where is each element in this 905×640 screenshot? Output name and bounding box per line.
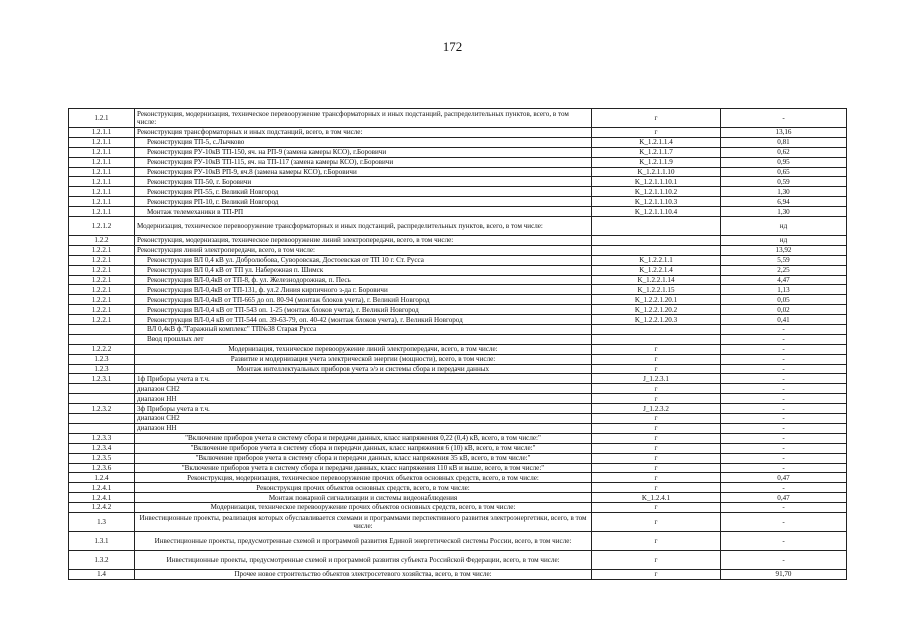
- row-code: 1.2.1.1: [69, 177, 135, 187]
- row-value: -: [721, 394, 847, 404]
- row-description: Развитие и модернизация учета электрической энергии (мощности), всего, в том числе:: [135, 354, 592, 364]
- row-description: Монтаж интеллектуальных приборов учета э/э и системы сбора и передачи данных: [135, 364, 592, 374]
- table-row: [69, 394, 847, 404]
- table-row: [69, 325, 847, 335]
- row-identifier: г: [592, 423, 721, 433]
- row-value: 13,16: [721, 128, 847, 138]
- row-description: Реконструкция ВЛ-0,4 кВ от ТП-543 оп. 1-25 (монтаж блоков учета), г. Великий Новгород: [135, 305, 592, 315]
- row-description: "Включение приборов учета в систему сбора и передачи данных, класс напряжения 35 кВ, всего, в том числе:": [135, 453, 592, 463]
- row-value: 0,62: [721, 147, 847, 157]
- table-row: [69, 334, 847, 344]
- row-code: 1.2.4.1: [69, 493, 135, 503]
- table-row: [69, 414, 847, 424]
- row-description: Реконструкция РУ-10кВ ТП-115, яч. на ТП-117 (замена камеры КСО), г.Боровичи: [135, 157, 592, 167]
- row-identifier: г: [592, 384, 721, 394]
- row-identifier: [592, 334, 721, 344]
- row-value: -: [721, 453, 847, 463]
- table-row: [69, 512, 847, 531]
- row-identifier: г: [592, 483, 721, 493]
- row-value: 0,47: [721, 493, 847, 503]
- row-identifier: г: [592, 512, 721, 531]
- row-code: 1.2.1: [69, 109, 135, 128]
- row-code: 1.3.1: [69, 531, 135, 550]
- row-value: -: [721, 404, 847, 414]
- table-row: [69, 443, 847, 453]
- row-identifier: г: [592, 433, 721, 443]
- row-description: Реконструкция РУ-10кВ ТП-150, яч. на РП-9 (замена камеры КСО), г.Боровичи: [135, 147, 592, 157]
- table-row: [69, 305, 847, 315]
- row-value: нд: [721, 236, 847, 246]
- row-code: 1.2.4.1: [69, 483, 135, 493]
- table-row: [69, 255, 847, 265]
- table-row: [69, 245, 847, 255]
- row-code: 1.2.1.1: [69, 137, 135, 147]
- row-identifier: [592, 245, 721, 255]
- row-value: -: [721, 364, 847, 374]
- row-description: "Включение приборов учета в систему сбора и передачи данных, класс напряжения 0,22 (0,4) кВ, всего, в том числе:": [135, 433, 592, 443]
- row-value: -: [721, 550, 847, 569]
- row-description: Реконструкция РУ-10кВ РП-9, яч.8 (замена камеры КСО), г.Боровичи: [135, 167, 592, 177]
- row-code: 1.2.3.6: [69, 463, 135, 473]
- row-description: Монтаж пожарной сигнализации и системы видеонаблюдения: [135, 493, 592, 503]
- row-code: 1.2.4.2: [69, 503, 135, 513]
- row-identifier: г: [592, 364, 721, 374]
- row-value: -: [721, 374, 847, 384]
- table-row: [69, 109, 847, 128]
- table-row: [69, 187, 847, 197]
- row-identifier: г: [592, 128, 721, 138]
- row-value: 0,81: [721, 137, 847, 147]
- row-identifier: K_1.2.2.1.4: [592, 265, 721, 275]
- row-description: Реконструкция ВЛ-0,4кВ от ТП-665 до оп. 80-94 (монтаж блоков учета), г. Великий Новгород: [135, 295, 592, 305]
- row-identifier: K_1.2.1.1.7: [592, 147, 721, 157]
- table-row: [69, 137, 847, 147]
- table-row: [69, 453, 847, 463]
- row-description: Реконструкция ВЛ 0,4 кВ от ТП ул. Набережная п. Шимск: [135, 265, 592, 275]
- row-code: 1.2.1.1: [69, 197, 135, 207]
- table-row: [69, 236, 847, 246]
- row-code: 1.2.4: [69, 473, 135, 483]
- row-description: Реконструкция ВЛ-0,4кВ от ТП-131, ф. ул.2 Линия кирпичного з-да г. Боровичи: [135, 285, 592, 295]
- row-description: Реконструкция ВЛ 0,4 кВ ул. Добролюбова, Суворовская, Достоевская от ТП 10 г. Ст. Русса: [135, 255, 592, 265]
- row-value: 1,30: [721, 187, 847, 197]
- row-value: 0,47: [721, 473, 847, 483]
- row-code: 1.2.3.3: [69, 433, 135, 443]
- table-row: [69, 423, 847, 433]
- row-value: -: [721, 109, 847, 128]
- table-row: [69, 265, 847, 275]
- row-identifier: K_1.2.1.1.10.3: [592, 197, 721, 207]
- row-description: Реконструкция РП-55, г. Великий Новгород: [135, 187, 592, 197]
- row-identifier: г: [592, 473, 721, 483]
- row-code: 1.4: [69, 569, 135, 579]
- investment-table: [68, 108, 847, 580]
- row-code: 1.2.2.1: [69, 245, 135, 255]
- row-identifier: K_1.2.1.1.9: [592, 157, 721, 167]
- table-row: [69, 404, 847, 414]
- row-description: диапазон СН2: [135, 414, 592, 424]
- row-value: -: [721, 503, 847, 513]
- row-value: 0,02: [721, 305, 847, 315]
- row-identifier: г: [592, 414, 721, 424]
- row-description: Модернизация, техническое перевооружение прочих объектов основных средств, всего, в том числе:: [135, 503, 592, 513]
- row-code: [69, 414, 135, 424]
- row-value: 4,47: [721, 275, 847, 285]
- row-code: 1.2.2.1: [69, 265, 135, 275]
- row-identifier: K_1.2.1.1.10.2: [592, 187, 721, 197]
- row-description: Реконструкция ВЛ-0,4кВ от ТП-8, ф. ул. Железнодорожная, п. Песь: [135, 275, 592, 285]
- row-code: 1.2.3.5: [69, 453, 135, 463]
- row-code: 1.2.2.1: [69, 285, 135, 295]
- table-row: [69, 531, 847, 550]
- table-row: [69, 167, 847, 177]
- row-value: -: [721, 531, 847, 550]
- row-value: -: [721, 512, 847, 531]
- row-description: диапазон НН: [135, 423, 592, 433]
- row-value: 1,30: [721, 207, 847, 217]
- row-code: 1.2.3.4: [69, 443, 135, 453]
- row-identifier: K_1.2.2.1.1: [592, 255, 721, 265]
- table-row: [69, 295, 847, 305]
- table-row: [69, 354, 847, 364]
- row-code: [69, 334, 135, 344]
- row-identifier: K_1.2.2.1.20.2: [592, 305, 721, 315]
- row-code: 1.2.3: [69, 364, 135, 374]
- row-description: Прочее новое строительство объектов электросетевого хозяйства, всего, в том числе:: [135, 569, 592, 579]
- row-code: 1.2.1.1: [69, 167, 135, 177]
- row-code: 1.2.2.1: [69, 295, 135, 305]
- row-code: 1.2.2.1: [69, 275, 135, 285]
- page-number: 172: [442, 39, 463, 54]
- table-row: [69, 315, 847, 325]
- row-code: 1.2.1.1: [69, 128, 135, 138]
- row-value: -: [721, 325, 847, 335]
- table-row: [69, 503, 847, 513]
- row-code: 1.2.2.1: [69, 305, 135, 315]
- row-value: -: [721, 344, 847, 354]
- row-identifier: г: [592, 394, 721, 404]
- row-identifier: г: [592, 344, 721, 354]
- row-value: 13,92: [721, 245, 847, 255]
- row-identifier: K_1.2.1.1.10.4: [592, 207, 721, 217]
- row-description: Реконструкция, модернизация, техническое перевооружение прочих объектов основных средств, всего, в том числе:: [135, 473, 592, 483]
- row-description: Реконструкция прочих объектов основных средств, всего, в том числе:: [135, 483, 592, 493]
- row-identifier: K_1.2.4.1: [592, 493, 721, 503]
- table-row: [69, 157, 847, 167]
- row-identifier: K_1.2.2.1.20.3: [592, 315, 721, 325]
- row-code: 1.2.1.2: [69, 217, 135, 236]
- row-value: -: [721, 463, 847, 473]
- row-description: Инвестиционные проекты, предусмотренные схемой и программой развития Единой энергетической системы России, всего, в том числе:: [135, 531, 592, 550]
- row-identifier: K_1.2.2.1.20.1: [592, 295, 721, 305]
- table-row: [69, 550, 847, 569]
- row-description: диапазон НН: [135, 394, 592, 404]
- row-identifier: г: [592, 443, 721, 453]
- row-description: Модернизация, техническое перевооружение трансформаторных и иных подстанций, распределительных пунктов, всего, в том числе:: [135, 217, 592, 236]
- row-description: Реконструкция, модернизация, техническое перевооружение трансформаторных и иных подстанций, распределительных пунктов, всего, в том числе:: [135, 109, 592, 128]
- row-code: [69, 384, 135, 394]
- row-value: 1,13: [721, 285, 847, 295]
- row-code: 1.2.3: [69, 354, 135, 364]
- row-value: 91,70: [721, 569, 847, 579]
- row-value: 6,94: [721, 197, 847, 207]
- row-description: Инвестиционные проекты, предусмотренные схемой и программой развития субъекта Российской Федерации, всего, в том числе:: [135, 550, 592, 569]
- row-identifier: г: [592, 109, 721, 128]
- row-description: 1ф Приборы учета в т.ч.: [135, 374, 592, 384]
- row-value: -: [721, 443, 847, 453]
- row-description: Реконструкция РП-10, г. Великий Новгород: [135, 197, 592, 207]
- row-identifier: г: [592, 453, 721, 463]
- table-row: [69, 177, 847, 187]
- row-value: -: [721, 414, 847, 424]
- row-identifier: K_1.2.2.1.14: [592, 275, 721, 285]
- row-code: 1.2.1.1: [69, 147, 135, 157]
- row-description: Монтаж телемеханики в ТП-РП: [135, 207, 592, 217]
- table-row: [69, 217, 847, 236]
- table-row: [69, 128, 847, 138]
- row-value: -: [721, 423, 847, 433]
- row-value: -: [721, 334, 847, 344]
- table-body: [69, 109, 847, 580]
- table-row: [69, 285, 847, 295]
- row-description: 3ф Приборы учета в т.ч.: [135, 404, 592, 414]
- row-description: Инвестиционные проекты, реализация которых обуславливается схемами и программами перспективного развития электроэнергетики, всего, в том числе:: [135, 512, 592, 531]
- row-code: [69, 423, 135, 433]
- row-description: Ввод прошлых лет: [135, 334, 592, 344]
- row-identifier: [592, 236, 721, 246]
- row-value: -: [721, 384, 847, 394]
- row-value: нд: [721, 217, 847, 236]
- row-identifier: г: [592, 463, 721, 473]
- row-description: Реконструкция ВЛ-0,4 кВ от ТП-544 оп. 39-63-79, оп. 40-42 (монтаж блоков учета), г. Великий Новгород: [135, 315, 592, 325]
- row-identifier: K_1.2.1.1.10: [592, 167, 721, 177]
- row-description: "Включение приборов учета в систему сбора и передачи данных, класс напряжения 6 (10) кВ, всего, в том числе:": [135, 443, 592, 453]
- row-code: 1.2.3.1: [69, 374, 135, 384]
- table-row: [69, 275, 847, 285]
- row-value: -: [721, 354, 847, 364]
- row-value: 0,65: [721, 167, 847, 177]
- table-row: [69, 374, 847, 384]
- row-code: 1.2.1.1: [69, 187, 135, 197]
- row-code: 1.2.2.2: [69, 344, 135, 354]
- row-code: 1.2.2.1: [69, 315, 135, 325]
- row-code: 1.2.2: [69, 236, 135, 246]
- row-value: 5,59: [721, 255, 847, 265]
- table-row: [69, 483, 847, 493]
- row-identifier: г: [592, 354, 721, 364]
- row-description: Модернизация, техническое перевооружение линий электропередачи, всего, в том числе:: [135, 344, 592, 354]
- row-code: [69, 394, 135, 404]
- table-row: [69, 344, 847, 354]
- row-identifier: J_1.2.3.1: [592, 374, 721, 384]
- row-identifier: J_1.2.3.2: [592, 404, 721, 414]
- row-identifier: г: [592, 569, 721, 579]
- row-identifier: г: [592, 503, 721, 513]
- row-identifier: г: [592, 550, 721, 569]
- row-value: 0,59: [721, 177, 847, 187]
- row-code: 1.2.3.2: [69, 404, 135, 414]
- row-value: -: [721, 433, 847, 443]
- row-value: 0,95: [721, 157, 847, 167]
- row-identifier: [592, 325, 721, 335]
- table-row: [69, 207, 847, 217]
- row-value: 0,05: [721, 295, 847, 305]
- table-row: [69, 473, 847, 483]
- row-description: Реконструкция, модернизация, техническое перевооружение линий электропередачи, всего, в том числе:: [135, 236, 592, 246]
- row-code: 1.2.2.1: [69, 255, 135, 265]
- table-row: [69, 364, 847, 374]
- row-description: Реконструкция ТП-5, с.Лычково: [135, 137, 592, 147]
- table-row: [69, 569, 847, 579]
- row-identifier: г: [592, 531, 721, 550]
- table-row: [69, 493, 847, 503]
- row-value: 2,25: [721, 265, 847, 275]
- table-row: [69, 197, 847, 207]
- row-identifier: K_1.2.2.1.15: [592, 285, 721, 295]
- row-identifier: K_1.2.1.1.4: [592, 137, 721, 147]
- table-row: [69, 433, 847, 443]
- row-description: Реконструкция трансформаторных и иных подстанций, всего, в том числе:: [135, 128, 592, 138]
- row-identifier: [592, 217, 721, 236]
- row-code: 1.2.1.1: [69, 157, 135, 167]
- row-description: диапазон СН2: [135, 384, 592, 394]
- table-row: [69, 384, 847, 394]
- row-identifier: K_1.2.1.1.10.1: [592, 177, 721, 187]
- row-description: ВЛ 0,4кВ ф."Гаражный комплекс" ТП№38 Старая Русса: [135, 325, 592, 335]
- row-code: [69, 325, 135, 335]
- row-code: 1.3: [69, 512, 135, 531]
- row-value: -: [721, 483, 847, 493]
- row-description: Реконструкция линий электропередачи, всего, в том числе:: [135, 245, 592, 255]
- row-value: 0,41: [721, 315, 847, 325]
- table-row: [69, 463, 847, 473]
- row-description: Реконструкция ТП-50, г. Боровичи: [135, 177, 592, 187]
- table-row: [69, 147, 847, 157]
- row-code: 1.2.1.1: [69, 207, 135, 217]
- row-code: 1.3.2: [69, 550, 135, 569]
- row-description: "Включение приборов учета в систему сбора и передачи данных, класс напряжения 110 кВ и выше, всего, в том числе:": [135, 463, 592, 473]
